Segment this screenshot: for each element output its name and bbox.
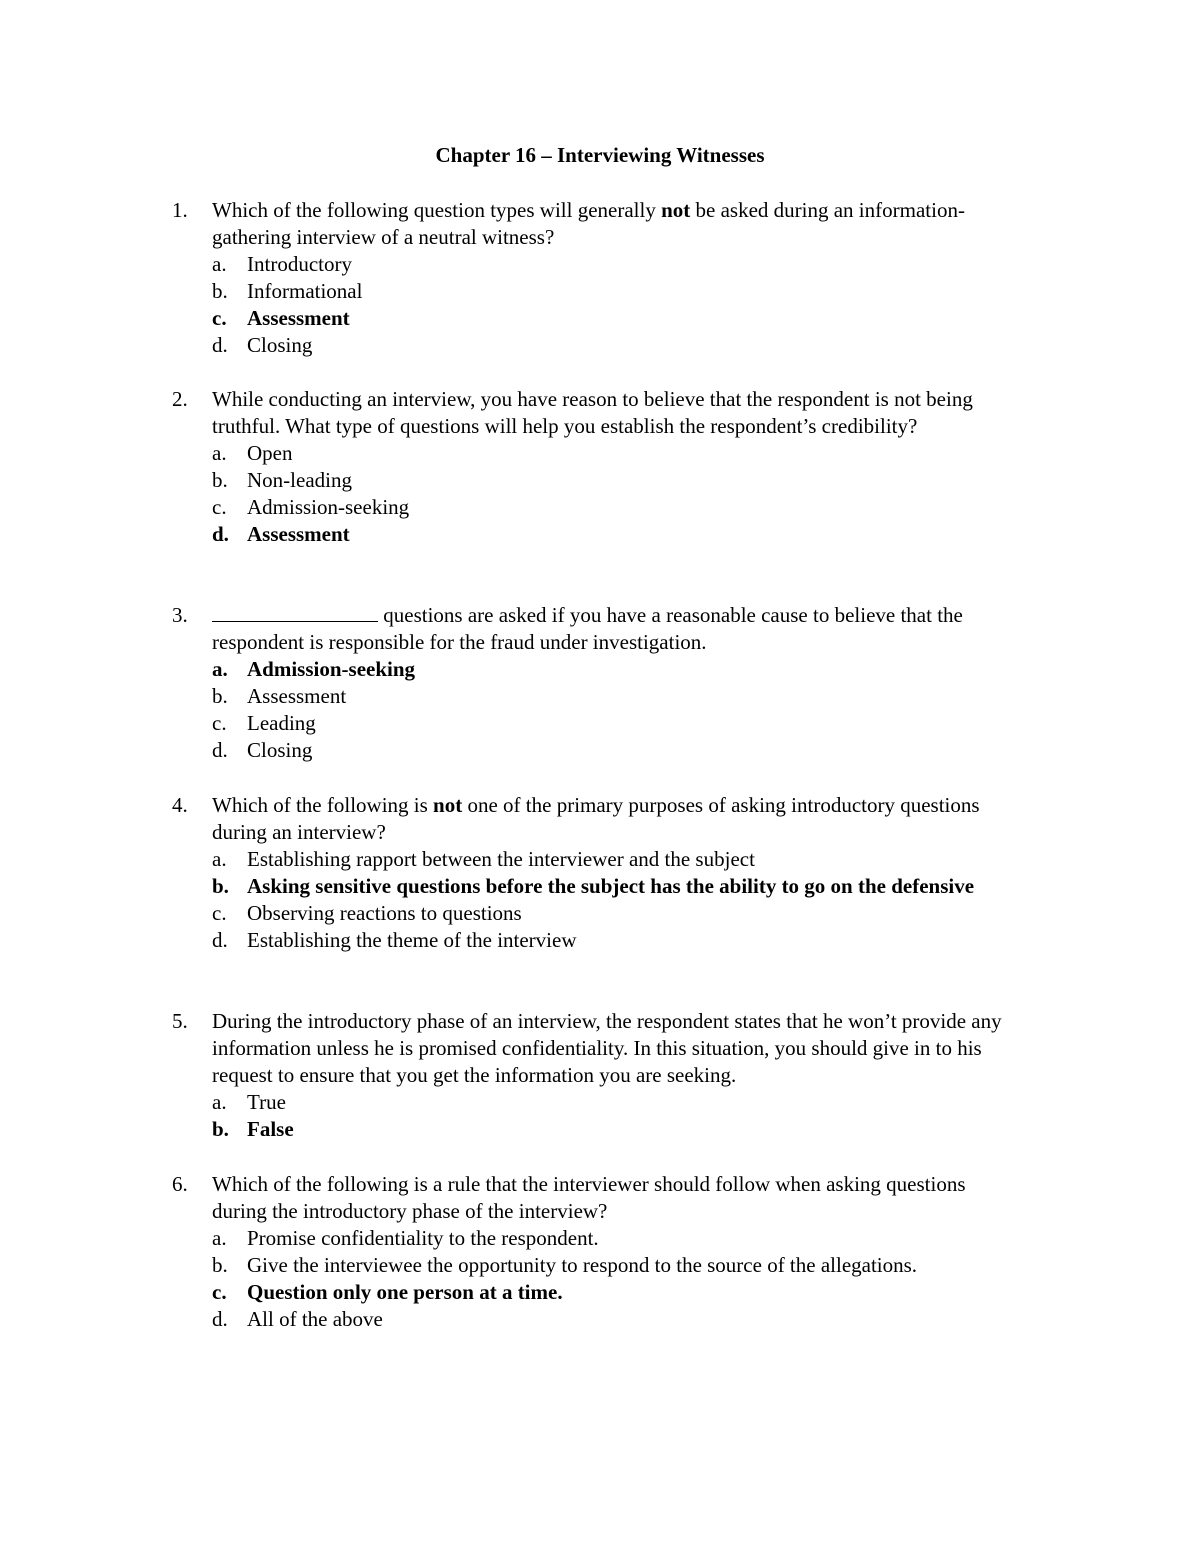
answer-option-correct: b. Asking sensitive questions before the subject has the ability to go on the defensive (212, 874, 975, 898)
answer-option: a. Establishing rapport between the interviewer and the subject (212, 847, 755, 871)
question-text: Which of the following is not one of the primary purposes of asking introductory questions during an interview? (212, 793, 980, 844)
question-text: While conducting an interview, you have reason to believe that the respondent is not being truthful. What type of questions will help you establish the respondent’s credibility? (212, 387, 973, 438)
option-text: Open (247, 441, 293, 465)
answer-option: d. All of the above (212, 1307, 383, 1331)
option-text: Admission-seeking (247, 657, 416, 681)
question-stem (172, 197, 1022, 251)
answer-option-correct: c. Question only one person at a time. (212, 1280, 563, 1304)
option-text: Informational (247, 279, 363, 303)
option-text: Give the interviewee the opportunity to respond to the source of the allegations. (247, 1253, 918, 1277)
question-1 (172, 197, 1022, 359)
option-text: True (247, 1090, 286, 1114)
question-text: questions are asked if you have a reasonable cause to believe that the respondent is responsible for the fraud under investigation. (212, 603, 963, 654)
answer-option: b. Informational (212, 279, 363, 303)
answer-option-correct: c. Assessment (212, 306, 350, 330)
question-number: 6. (172, 1172, 188, 1196)
question-stem (172, 1008, 1022, 1089)
answer-option: a. Introductory (212, 252, 352, 276)
answer-option-correct: d. Assessment (212, 522, 350, 546)
answer-option: d. Closing (212, 738, 313, 762)
question-4 (172, 792, 1022, 954)
question-number: 1. (172, 198, 188, 222)
option-text: All of the above (247, 1307, 383, 1331)
option-text: Assessment (247, 522, 350, 546)
question-text: Which of the following question types will generally not be asked during an information-gathering interview of a neutral witness? (212, 198, 965, 249)
question-stem (172, 602, 1022, 656)
answer-option: a. Promise confidentiality to the respondent. (212, 1226, 599, 1250)
answer-option: d. Establishing the theme of the interview (212, 928, 577, 952)
question-2 (172, 386, 1022, 548)
answer-option: a. True (212, 1090, 286, 1114)
option-text: Introductory (247, 252, 352, 276)
option-text: Promise confidentiality to the respondent. (247, 1226, 599, 1250)
option-text: Non-leading (247, 468, 352, 492)
answer-option: b. Give the interviewee the opportunity to respond to the source of the allegations. (212, 1253, 918, 1277)
option-text: Closing (247, 738, 313, 762)
question-5 (172, 1008, 1022, 1143)
option-text: Asking sensitive questions before the subject has the ability to go on the defensive (247, 874, 975, 898)
option-text: Assessment (247, 684, 347, 708)
option-text: Establishing rapport between the interviewer and the subject (247, 847, 755, 871)
question-number: 2. (172, 387, 188, 411)
question-stem (172, 1171, 1022, 1225)
answer-option: a. Open (212, 441, 293, 465)
question-number: 4. (172, 793, 188, 817)
question-emphasis: not (433, 793, 463, 817)
option-text: Leading (247, 711, 316, 735)
question-number: 3. (172, 603, 188, 627)
question-stem (172, 792, 1022, 846)
answer-option: c. Leading (212, 711, 316, 735)
answer-option-correct: a. Admission-seeking (212, 657, 416, 681)
question-number: 5. (172, 1009, 188, 1033)
option-text: Observing reactions to questions (247, 901, 522, 925)
question-3 (172, 602, 1022, 764)
fill-in-blank (212, 603, 378, 622)
page-title: Chapter 16 – Interviewing Witnesses (435, 143, 765, 167)
answer-option-correct: b. False (212, 1117, 294, 1141)
option-text: Question only one person at a time. (247, 1280, 563, 1304)
question-text: Which of the following is a rule that the interviewer should follow when asking questions during the introductory phase of the interview? (212, 1172, 966, 1223)
option-text: Closing (247, 333, 313, 357)
option-text: False (247, 1117, 294, 1141)
question-text: During the introductory phase of an interview, the respondent states that he won’t provide any information unless he is promised confidentiality. In this situation, you should give in to his request to ensure that you get the information you are seeking. (212, 1009, 1002, 1087)
answer-option: c. Admission-seeking (212, 495, 410, 519)
option-text: Admission-seeking (247, 495, 410, 519)
answer-option: b. Non-leading (212, 468, 352, 492)
question-emphasis: not (661, 198, 691, 222)
answer-option: b. Assessment (212, 684, 347, 708)
answer-option: d. Closing (212, 333, 313, 357)
question-stem (172, 386, 1022, 440)
option-text: Assessment (247, 306, 350, 330)
option-text: Establishing the theme of the interview (247, 928, 577, 952)
question-6 (172, 1171, 1022, 1333)
answer-option: c. Observing reactions to questions (212, 901, 522, 925)
